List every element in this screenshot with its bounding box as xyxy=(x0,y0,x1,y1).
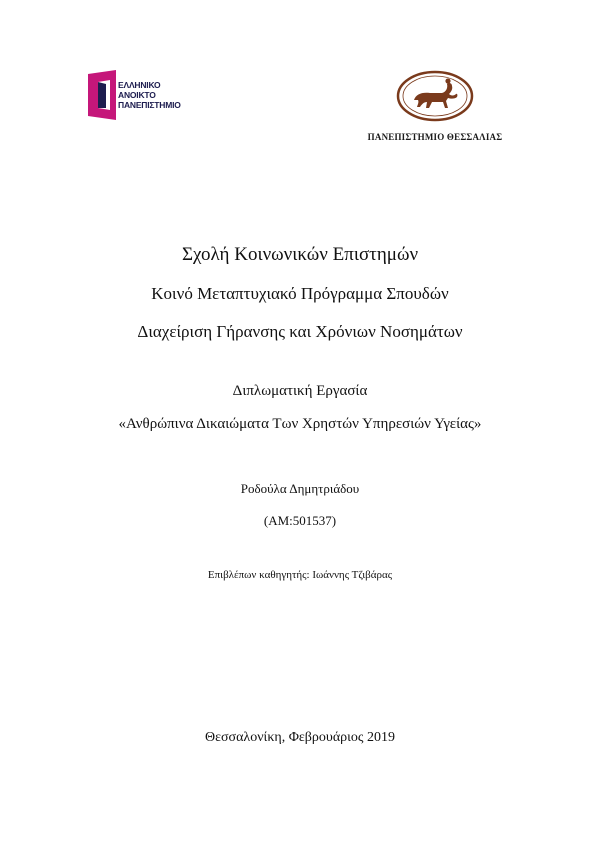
hellenic-open-university-name xyxy=(118,80,198,110)
logo-line: ΑΝΟΙΚΤΟ xyxy=(118,90,156,100)
specialization-name: Διαχείριση Γήρανσης και Χρόνιων Νοσημάτων xyxy=(137,322,463,341)
thesis-title: «Ανθρώπινα Δικαιώματα Των Χρηστών Υπηρεσιών Υγείας» xyxy=(118,416,482,432)
student-id: (ΑΜ:501537) xyxy=(263,513,337,528)
hellenic-open-university-logo xyxy=(88,70,198,122)
logo-line: ΠΑΝΕΠΙΣΤΗΜΙΟ xyxy=(118,100,181,110)
centaur-emblem-icon xyxy=(396,70,474,122)
program-name: Κοινό Μεταπτυχιακό Πρόγραμμα Σπουδών xyxy=(151,284,449,303)
author-name: Ροδούλα Δημητριάδου xyxy=(240,481,360,496)
logo-line: ΕΛΛΗΝΙΚΟ xyxy=(118,80,161,90)
university-of-thessaly-label: ΠΑΝΕΠΙΣΤΗΜΙΟ ΘΕΣΣΑΛΙΑΣ xyxy=(367,132,503,142)
place-date: Θεσσαλονίκη, Φεβρουάριος 2019 xyxy=(205,730,395,745)
school-name: Σχολή Κοινωνικών Επιστημών xyxy=(181,244,419,265)
thesis-type: Διπλωματική Εργασία xyxy=(232,383,368,399)
supervisor: Επιβλέπων καθηγητής: Ιωάννης Τζιβάρας xyxy=(207,569,393,581)
